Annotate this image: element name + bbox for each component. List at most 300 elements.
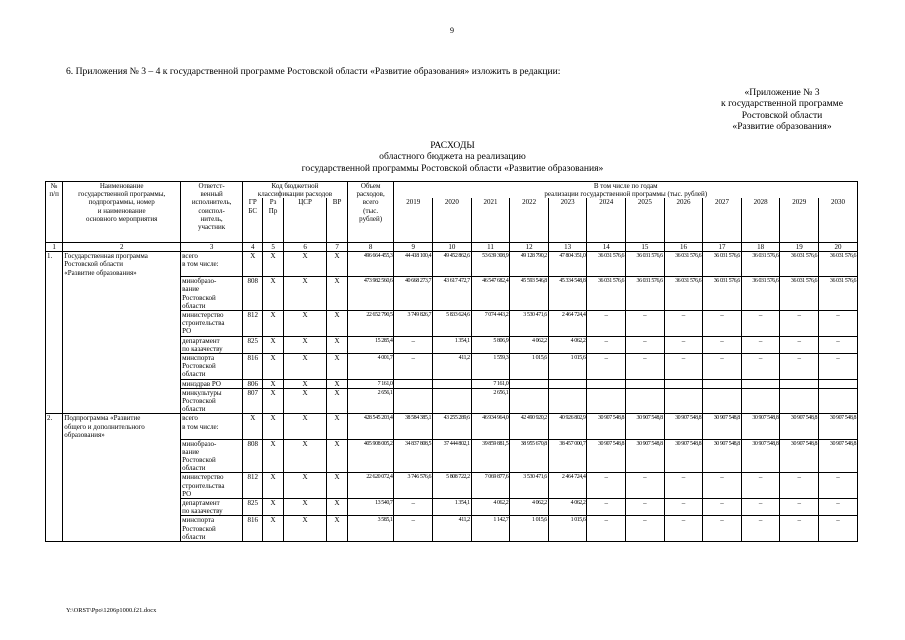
code-vr: X [327, 252, 347, 277]
year-value: 36 031 576,6 [819, 252, 858, 277]
header-year: 2030 [819, 198, 858, 242]
year-value: 2 464 724,4 [548, 311, 587, 337]
year-value: 36 031 576,6 [587, 252, 626, 277]
year-value: – [664, 336, 703, 353]
year-value: 37 444 802,1 [433, 439, 472, 473]
year-value: 30 907 548,8 [819, 414, 858, 439]
year-value [780, 388, 819, 414]
code-vr: X [327, 473, 347, 499]
year-value: – [626, 499, 665, 516]
year-value: – [664, 311, 703, 337]
code-rzpr: X [263, 379, 283, 388]
year-value: 3 530 471,6 [510, 311, 549, 337]
appendix-line: Ростовской области [741, 109, 823, 121]
column-number: 18 [741, 242, 780, 251]
code-rzpr: X [263, 516, 283, 542]
header-year: 2027 [703, 198, 742, 242]
responsible: департамент по казачеству [181, 336, 243, 353]
row-number-cont [46, 516, 63, 542]
program-name-cont [63, 277, 181, 311]
appendix-line: «Приложение № 3 [744, 87, 820, 98]
row-number-cont [46, 379, 63, 388]
program-name-cont [63, 354, 181, 380]
year-value: – [780, 311, 819, 337]
table-row [46, 252, 858, 277]
row-number-cont [46, 336, 63, 353]
year-value: 44 418 100,4 [394, 252, 433, 277]
year-value: 34 837 808,5 [394, 439, 433, 473]
year-value: – [587, 499, 626, 516]
code-vr: X [327, 336, 347, 353]
title-line: областного бюджета на реализацию [379, 151, 526, 163]
year-value: – [741, 516, 780, 542]
responsible: минздрав РО [181, 379, 243, 388]
page-number: 9 [450, 26, 454, 35]
table-row [46, 336, 858, 353]
code-rzpr: X [263, 311, 283, 337]
total-value: 405 908 005,2 [347, 439, 394, 473]
row-number-cont [46, 473, 63, 499]
year-value: 7 069 877,6 [471, 473, 510, 499]
code-vr: X [327, 354, 347, 380]
year-value: – [703, 473, 742, 499]
table-row [46, 439, 858, 473]
header-csr: ЦСР [283, 198, 327, 242]
year-value: – [703, 336, 742, 353]
program-name-cont [63, 439, 181, 473]
year-value [703, 388, 742, 414]
header-year: 2024 [587, 198, 626, 242]
year-value [587, 388, 626, 414]
appendix-line: к государственной программе [721, 98, 843, 110]
year-value: – [394, 336, 433, 353]
year-value: 46 934 964,0 [471, 414, 510, 439]
column-number: 17 [703, 242, 742, 251]
code-grbs: 812 [243, 473, 263, 499]
code-csr: X [283, 277, 327, 311]
year-value [703, 379, 742, 388]
code-csr: X [283, 354, 327, 380]
year-value: 38 955 670,8 [510, 439, 549, 473]
year-value: 36 031 576,6 [741, 252, 780, 277]
year-value: 411,2 [433, 516, 472, 542]
code-grbs: 806 [243, 379, 263, 388]
year-value: 30 907 548,8 [626, 439, 665, 473]
year-value: 30 907 548,8 [587, 439, 626, 473]
year-value: 5 808 722,2 [433, 473, 472, 499]
year-value: – [741, 473, 780, 499]
year-value: 40 668 273,7 [394, 277, 433, 311]
year-value: 30 907 548,8 [741, 414, 780, 439]
year-value [741, 379, 780, 388]
year-value [626, 379, 665, 388]
responsible: минобразо- вание Ростовской области [181, 277, 243, 311]
code-vr: X [327, 388, 347, 414]
year-value: 47 804 351,0 [548, 252, 587, 277]
row-number-cont [46, 277, 63, 311]
total-value: 473 982 560,6 [347, 277, 394, 311]
code-grbs: 825 [243, 336, 263, 353]
code-rzpr: X [263, 252, 283, 277]
year-value: 38 457 000,7 [548, 439, 587, 473]
year-value: – [819, 336, 858, 353]
header-code: Код бюджетной классификации расходов [243, 182, 348, 199]
year-value: 36 031 576,6 [587, 277, 626, 311]
code-csr: X [283, 311, 327, 337]
total-value: 428 545 203,4 [347, 414, 394, 439]
year-value: 2 464 724,4 [548, 473, 587, 499]
year-value: 38 584 385,1 [394, 414, 433, 439]
year-value: – [819, 354, 858, 380]
total-value: 13 540,7 [347, 499, 394, 516]
year-value: – [819, 311, 858, 337]
year-value: 4 062,2 [510, 336, 549, 353]
code-rzpr: X [263, 277, 283, 311]
responsible: минкультуры Ростовской области [181, 388, 243, 414]
year-value: 45 334 548,8 [548, 277, 587, 311]
program-name-cont [63, 499, 181, 516]
code-vr: X [327, 311, 347, 337]
year-value [819, 379, 858, 388]
column-number: 3 [181, 242, 243, 251]
year-value [587, 379, 626, 388]
program-name-cont [63, 516, 181, 542]
year-value: 7 074 443,2 [471, 311, 510, 337]
total-value: 22 620 072,4 [347, 473, 394, 499]
year-value: 30 907 548,8 [587, 414, 626, 439]
year-value: 1 559,3 [471, 354, 510, 380]
year-value: 30 907 548,8 [780, 414, 819, 439]
code-grbs: 816 [243, 516, 263, 542]
header-row [46, 182, 858, 199]
total-value: 7 161,0 [347, 379, 394, 388]
code-rzpr: X [263, 473, 283, 499]
code-csr: X [283, 388, 327, 414]
year-value: – [394, 354, 433, 380]
year-value: – [741, 499, 780, 516]
column-number: 11 [471, 242, 510, 251]
program-name-cont [63, 473, 181, 499]
year-value: 36 031 576,6 [741, 277, 780, 311]
column-number: 10 [433, 242, 472, 251]
column-number: 16 [664, 242, 703, 251]
year-value: – [626, 354, 665, 380]
year-value: – [703, 354, 742, 380]
code-csr: X [283, 473, 327, 499]
year-value [741, 388, 780, 414]
year-value: – [587, 354, 626, 380]
code-csr: X [283, 336, 327, 353]
header-total: Объем расходов, всего (тыс. рублей) [347, 182, 394, 243]
row-number: 2. [46, 414, 63, 439]
year-value: 49 452 862,6 [433, 252, 472, 277]
table-row [46, 414, 858, 439]
code-vr: X [327, 516, 347, 542]
year-value: 36 031 576,6 [703, 277, 742, 311]
table-row [46, 473, 858, 499]
year-value: 36 031 576,6 [780, 277, 819, 311]
year-value: 30 907 548,8 [780, 439, 819, 473]
code-csr: X [283, 252, 327, 277]
year-value: 30 907 548,8 [703, 414, 742, 439]
year-value: 1 015,6 [510, 516, 549, 542]
column-number: 19 [780, 242, 819, 251]
table-row [46, 388, 858, 414]
responsible: минспорта Ростовской области [181, 516, 243, 542]
code-rzpr: X [263, 499, 283, 516]
row-number-cont [46, 499, 63, 516]
code-grbs: X [243, 414, 263, 439]
year-value: – [780, 516, 819, 542]
year-value [433, 379, 472, 388]
responsible: министерство строительства РО [181, 473, 243, 499]
header-year: 2029 [780, 198, 819, 242]
year-value [433, 388, 472, 414]
program-name: Подпрограмма «Развитие общего и дополнительного образования» [63, 414, 181, 439]
responsible: всего в том числе: [181, 414, 243, 439]
code-rzpr: X [263, 414, 283, 439]
year-value: 39 859 881,5 [471, 439, 510, 473]
header-year: 2026 [664, 198, 703, 242]
year-value: – [703, 516, 742, 542]
year-value: 42 490 920,2 [510, 414, 549, 439]
code-grbs: 808 [243, 439, 263, 473]
document-title [0, 140, 905, 174]
program-name: Государственная программа Ростовской области «Развитие образования» [63, 252, 181, 277]
program-name-cont [63, 379, 181, 388]
header-year: 2019 [394, 198, 433, 242]
year-value [510, 379, 549, 388]
column-number: 8 [347, 242, 394, 251]
row-number-cont [46, 311, 63, 337]
year-value: – [626, 516, 665, 542]
column-number: 2 [63, 242, 181, 251]
intro-text: 6. Приложения № 3 – 4 к государственной программе Ростовской области «Развитие образования» изложить в редакции: [66, 66, 561, 77]
responsible: минобразо- вание Ростовской области [181, 439, 243, 473]
column-number: 15 [626, 242, 665, 251]
year-value: – [819, 516, 858, 542]
year-value: – [703, 311, 742, 337]
year-value [664, 379, 703, 388]
year-value: 46 547 682,4 [471, 277, 510, 311]
year-value: 30 907 548,8 [703, 439, 742, 473]
year-value: – [394, 516, 433, 542]
year-value [394, 379, 433, 388]
total-value: 496 664 455,3 [347, 252, 394, 277]
year-value: 30 907 548,8 [664, 439, 703, 473]
header-responsible: Ответст- венный исполнитель, соиспол- нитель, участник [181, 182, 243, 243]
year-value [548, 388, 587, 414]
year-value: – [664, 354, 703, 380]
appendix-line: «Развитие образования» [732, 121, 832, 133]
year-value: 1 015,6 [548, 516, 587, 542]
row-number-cont [46, 439, 63, 473]
column-number: 20 [819, 242, 858, 251]
code-vr: X [327, 439, 347, 473]
column-number: 6 [283, 242, 327, 251]
year-value: 1 354,1 [433, 499, 472, 516]
code-grbs: 816 [243, 354, 263, 380]
column-numbers-row [46, 242, 858, 251]
year-value [664, 388, 703, 414]
year-value: 1 142,7 [471, 516, 510, 542]
header-year: 2025 [626, 198, 665, 242]
code-grbs: 807 [243, 388, 263, 414]
code-csr: X [283, 379, 327, 388]
column-number: 9 [394, 242, 433, 251]
year-value: – [780, 473, 819, 499]
year-value: 411,2 [433, 354, 472, 380]
code-rzpr: X [263, 388, 283, 414]
column-number: 14 [587, 242, 626, 251]
code-rzpr: X [263, 439, 283, 473]
year-value [626, 388, 665, 414]
year-value: – [819, 473, 858, 499]
code-vr: X [327, 414, 347, 439]
responsible: всего в том числе: [181, 252, 243, 277]
code-csr: X [283, 499, 327, 516]
header-rzpr: Рз Пр [263, 198, 283, 242]
header-year: 2021 [471, 198, 510, 242]
program-name-cont [63, 388, 181, 414]
row-number-cont [46, 388, 63, 414]
code-grbs: 825 [243, 499, 263, 516]
year-value: 3 746 576,6 [394, 473, 433, 499]
year-value: 4 062,2 [548, 336, 587, 353]
code-vr: X [327, 499, 347, 516]
year-value: – [626, 336, 665, 353]
year-value: 1 015,6 [548, 354, 587, 380]
column-number: 12 [510, 242, 549, 251]
code-csr: X [283, 414, 327, 439]
year-value: 36 031 576,6 [626, 277, 665, 311]
year-value: – [664, 516, 703, 542]
year-value: 3 749 826,7 [394, 311, 433, 337]
year-value: – [741, 311, 780, 337]
header-num: № п/п [46, 182, 63, 243]
appendix-caption [721, 87, 843, 133]
year-value: 30 907 548,8 [741, 439, 780, 473]
expenses-table [45, 181, 858, 542]
total-value: 15 285,4 [347, 336, 394, 353]
year-value: – [741, 336, 780, 353]
code-csr: X [283, 516, 327, 542]
total-value: 3 585,1 [347, 516, 394, 542]
year-value: 2 656,1 [471, 388, 510, 414]
year-value: 30 907 548,8 [664, 414, 703, 439]
year-value: – [587, 473, 626, 499]
year-value: 1 354,1 [433, 336, 472, 353]
year-value: – [587, 516, 626, 542]
year-value: 43 255 289,6 [433, 414, 472, 439]
row-number: 1. [46, 252, 63, 277]
header-year: 2023 [548, 198, 587, 242]
table-row [46, 379, 858, 388]
header-year: 2028 [741, 198, 780, 242]
table-row [46, 277, 858, 311]
code-vr: X [327, 379, 347, 388]
program-name-cont [63, 336, 181, 353]
year-value: 3 530 471,6 [510, 473, 549, 499]
code-grbs: 808 [243, 277, 263, 311]
year-value: – [664, 499, 703, 516]
code-csr: X [283, 439, 327, 473]
year-value [780, 379, 819, 388]
table-row [46, 354, 858, 380]
year-value: 1 015,6 [510, 354, 549, 380]
year-value: 36 031 576,6 [664, 277, 703, 311]
year-value [548, 379, 587, 388]
year-value: 36 031 576,6 [626, 252, 665, 277]
year-value: 4 062,2 [510, 499, 549, 516]
responsible: департамент по казачеству [181, 499, 243, 516]
year-value: – [780, 354, 819, 380]
year-value [394, 388, 433, 414]
title-line: государственной программы Ростовской области «Развитие образования» [301, 162, 604, 174]
program-name-cont [63, 311, 181, 337]
column-number: 5 [263, 242, 283, 251]
year-value: 43 617 472,7 [433, 277, 472, 311]
year-value: 36 031 576,6 [780, 252, 819, 277]
year-value: – [626, 311, 665, 337]
year-value: 30 907 548,8 [819, 439, 858, 473]
year-value: – [819, 499, 858, 516]
table-row [46, 516, 858, 542]
year-value: – [780, 499, 819, 516]
year-value [510, 388, 549, 414]
year-value: 5 806,9 [471, 336, 510, 353]
year-value: – [703, 499, 742, 516]
year-value: 30 907 548,8 [626, 414, 665, 439]
header-vr: ВР [327, 198, 347, 242]
header-grbs: ГР БС [243, 198, 263, 242]
year-value: 7 161,0 [471, 379, 510, 388]
table-row [46, 499, 858, 516]
footer-path: Y:\ORST\Ppo\1206p1000.f21.docx [66, 607, 157, 614]
column-number: 7 [327, 242, 347, 251]
year-value: 40 926 802,9 [548, 414, 587, 439]
header-name: Наименование государственной программы, подпрограммы, номер и наименование основного мероприятия [63, 182, 181, 243]
year-value [819, 388, 858, 414]
year-value: 53 639 308,9 [471, 252, 510, 277]
code-grbs: X [243, 252, 263, 277]
year-value: 36 031 576,6 [703, 252, 742, 277]
year-value: – [587, 336, 626, 353]
year-value: – [626, 473, 665, 499]
year-value: 4 062,2 [471, 499, 510, 516]
year-value: 36 031 576,6 [664, 252, 703, 277]
header-year: 2022 [510, 198, 549, 242]
year-value: 49 128 790,2 [510, 252, 549, 277]
total-value: 4 001,7 [347, 354, 394, 380]
responsible: министерство строительства РО [181, 311, 243, 337]
year-value: 36 031 576,6 [819, 277, 858, 311]
column-number: 4 [243, 242, 263, 251]
responsible: минспорта Ростовской области [181, 354, 243, 380]
header-year: 2020 [433, 198, 472, 242]
year-value: – [394, 499, 433, 516]
title-line: РАСХОДЫ [430, 140, 475, 151]
year-value: – [664, 473, 703, 499]
total-value: 2 656,1 [347, 388, 394, 414]
code-grbs: 812 [243, 311, 263, 337]
year-value: – [741, 354, 780, 380]
table-row [46, 311, 858, 337]
total-value: 22 652 790,5 [347, 311, 394, 337]
header-years-label: В том числе по годам реализации государственной программы (тыс. рублей) [394, 182, 858, 199]
column-number: 1 [46, 242, 63, 251]
year-value: 45 593 546,8 [510, 277, 549, 311]
